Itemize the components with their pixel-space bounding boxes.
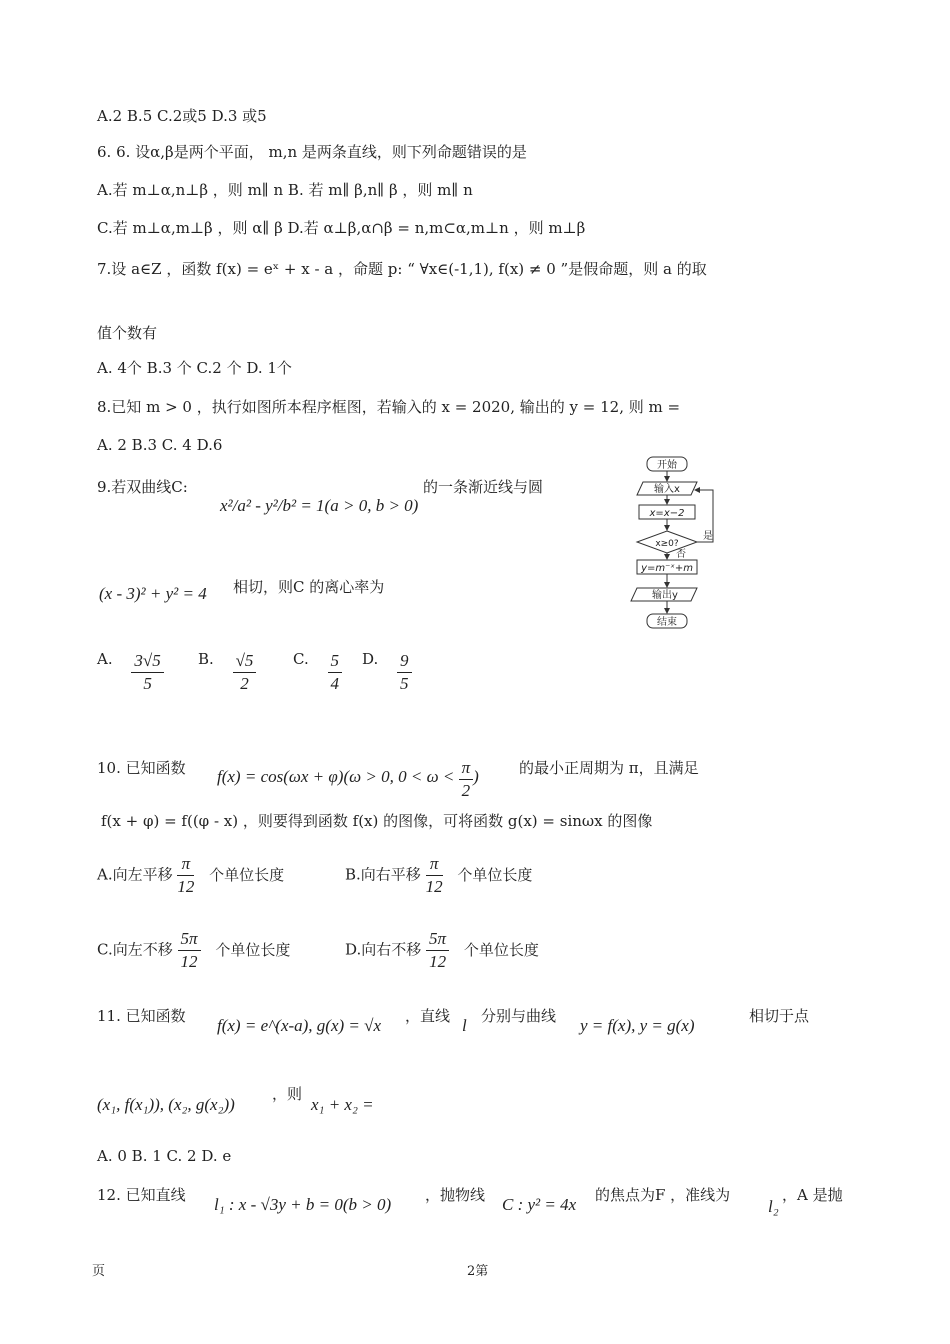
q10-function xyxy=(217,757,479,802)
q10-option-b-num: π xyxy=(426,853,443,876)
q10-two: 2 xyxy=(461,781,471,800)
q11-functions: f(x) = e^(x-a), g(x) = √x xyxy=(217,1016,382,1035)
q8-options: A. 2 B.3 C. 4 D.6 xyxy=(97,436,223,454)
q9-option-a-num: 3√5 xyxy=(131,650,163,673)
q12-stem-a: 12. 已知直线 xyxy=(97,1186,186,1204)
q9-option-c xyxy=(293,650,342,695)
program-flowchart xyxy=(625,452,725,632)
q10-option-c-pre: C.向左不移 xyxy=(97,940,173,959)
flowchart-calc-text: y=m⁻ˣ+m xyxy=(641,563,693,574)
q10-option-d-post: 个单位长度 xyxy=(463,940,539,959)
flowchart-assign-text: x=x−2 xyxy=(649,508,685,519)
q9-option-c-num: 5 xyxy=(328,650,343,673)
q10-option-c-den: 12 xyxy=(180,952,198,971)
flowchart-end-text: 结束 xyxy=(657,617,677,628)
q7-stem-continued: 值个数有 xyxy=(97,324,158,342)
q11-stem-a: 11. 已知函数 xyxy=(97,1007,186,1025)
q10-stem-line2: f(x + φ) = f((φ - x) ，则要得到函数 f(x) 的图像，可将函数 g(x) = sinωx 的图像 xyxy=(101,812,653,830)
flowchart-condition-text: x≥0? xyxy=(655,539,679,549)
q12-line-l1: l₁ : x - √3y + b = 0(b > 0) xyxy=(214,1195,392,1214)
q9-stem-c: 相切，则C 的离心率为 xyxy=(233,578,385,596)
q10-option-d-pre: D.向右不移 xyxy=(345,940,422,959)
q11-stem-c: 分别与曲线 xyxy=(481,1007,557,1025)
q11-line-l: l xyxy=(462,1016,467,1035)
q9-option-d-label: D. xyxy=(362,650,379,668)
q9-option-b-label: B. xyxy=(198,650,214,668)
q9-option-c-label: C. xyxy=(293,650,309,668)
q10-option-c-num: 5π xyxy=(178,928,201,951)
q8-stem: 8.已知 m > 0 ，执行如图所本程序框图，若输入的 x = 2020, 输出的 y = 12, 则 m = xyxy=(97,398,681,416)
q10-stem-a: 10. 已知函数 xyxy=(97,759,186,777)
q10-option-a-num: π xyxy=(177,853,194,876)
q10-option-b-pre: B.向右平移 xyxy=(345,865,421,884)
q10-option-a-pre: A.向左平移 xyxy=(97,865,173,884)
q10-option-a-post: 个单位长度 xyxy=(209,865,285,884)
q9-option-a-label: A. xyxy=(97,650,113,668)
q10-option-c-post: 个单位长度 xyxy=(215,940,291,959)
q12-parabola: C : y² = 4x xyxy=(502,1195,577,1214)
footer-left: 页 xyxy=(92,1264,106,1279)
q12-stem-b: ，抛物线 xyxy=(425,1186,486,1204)
q10-pi: π xyxy=(459,757,474,780)
flowchart-output-text: 输出y xyxy=(652,590,678,601)
q10-option-b xyxy=(345,853,532,898)
flowchart-input-text: 输入x xyxy=(654,484,680,495)
q10-option-d xyxy=(345,928,539,973)
q9-option-d-num: 9 xyxy=(397,650,412,673)
q9-hyperbola-formula: x²/a² - y²/b² = 1(a > 0, b > 0) xyxy=(220,496,419,515)
q9-option-b-num: √5 xyxy=(233,650,257,673)
footer-page-number: 2第 xyxy=(467,1264,489,1279)
q9-option-d-den: 5 xyxy=(400,674,409,693)
q9-option-a xyxy=(97,650,164,695)
q11-then: ，则 xyxy=(272,1085,303,1103)
q9-option-a-den: 5 xyxy=(143,674,152,693)
q12-directrix-l2: l₂ xyxy=(768,1197,779,1216)
q10-option-a xyxy=(97,853,284,898)
q9-option-b-den: 2 xyxy=(240,674,249,693)
flowchart-no-label: 否 xyxy=(676,549,686,560)
q10-function-text: f(x) = cos(ωx + φ)(ω > 0, 0 < ω < xyxy=(217,767,455,786)
q12-stem-d: ，A 是抛 xyxy=(782,1186,843,1204)
q10-close-paren: ) xyxy=(473,767,479,786)
q9-option-c-den: 4 xyxy=(330,674,339,693)
q6-option-cd: C.若 m⊥α,m⊥β ，则 α∥ β D.若 α⊥β,α∩β = n,m⊂α,m⊥n ，则 m⊥β xyxy=(97,219,586,237)
q10-option-b-post: 个单位长度 xyxy=(457,865,533,884)
q11-curves: y = f(x), y = g(x) xyxy=(580,1016,695,1035)
q10-option-d-num: 5π xyxy=(426,928,449,951)
q9-option-d xyxy=(362,650,412,695)
q10-option-c xyxy=(97,928,290,973)
q10-option-b-den: 12 xyxy=(425,877,443,896)
q10-stem-b: 的最小正周期为 π，且满足 xyxy=(519,759,699,777)
q7-stem: 7.设 a∈Z ，函数 f(x) = eˣ + x - a ，命题 p: “ ∀x∈(-1,1), f(x) ≠ 0 ”是假命题，则 a 的取 xyxy=(97,260,707,278)
flowchart-yes-label: 是 xyxy=(703,531,713,542)
q6-option-ab: A.若 m⊥α,n⊥β ，则 m∥ n B. 若 m∥ β,n∥ β ，则 m∥ n xyxy=(97,181,473,199)
q9-stem-b: 的一条渐近线与圆 xyxy=(423,478,544,496)
q6-stem: 6. 6. 设α,β是两个平面， m,n 是两条直线，则下列命题错误的是 xyxy=(97,143,527,161)
q9-stem-a: 9.若双曲线C: xyxy=(97,478,188,496)
flowchart-start-text: 开始 xyxy=(657,460,677,471)
q12-stem-c: 的焦点为F ，准线为 xyxy=(595,1186,731,1204)
q9-option-b xyxy=(198,650,256,695)
q11-stem-d: 相切于点 xyxy=(749,1007,810,1025)
q11-points: (x₁, f(x₁)), (x₂, g(x₂)) xyxy=(97,1095,235,1114)
q11-sum: x₁ + x₂ = xyxy=(311,1095,374,1114)
q10-option-a-den: 12 xyxy=(177,877,195,896)
q11-stem-b: ，直线 xyxy=(405,1007,451,1025)
q9-circle-formula: (x - 3)² + y² = 4 xyxy=(99,584,207,603)
q10-option-d-den: 12 xyxy=(429,952,447,971)
q11-options: A. 0 B. 1 C. 2 D. e xyxy=(97,1147,232,1165)
q7-options: A. 4个 B.3 个 C.2 个 D. 1个 xyxy=(97,359,292,377)
q5-options: A.2 B.5 C.2或5 D.3 或5 xyxy=(97,107,267,125)
